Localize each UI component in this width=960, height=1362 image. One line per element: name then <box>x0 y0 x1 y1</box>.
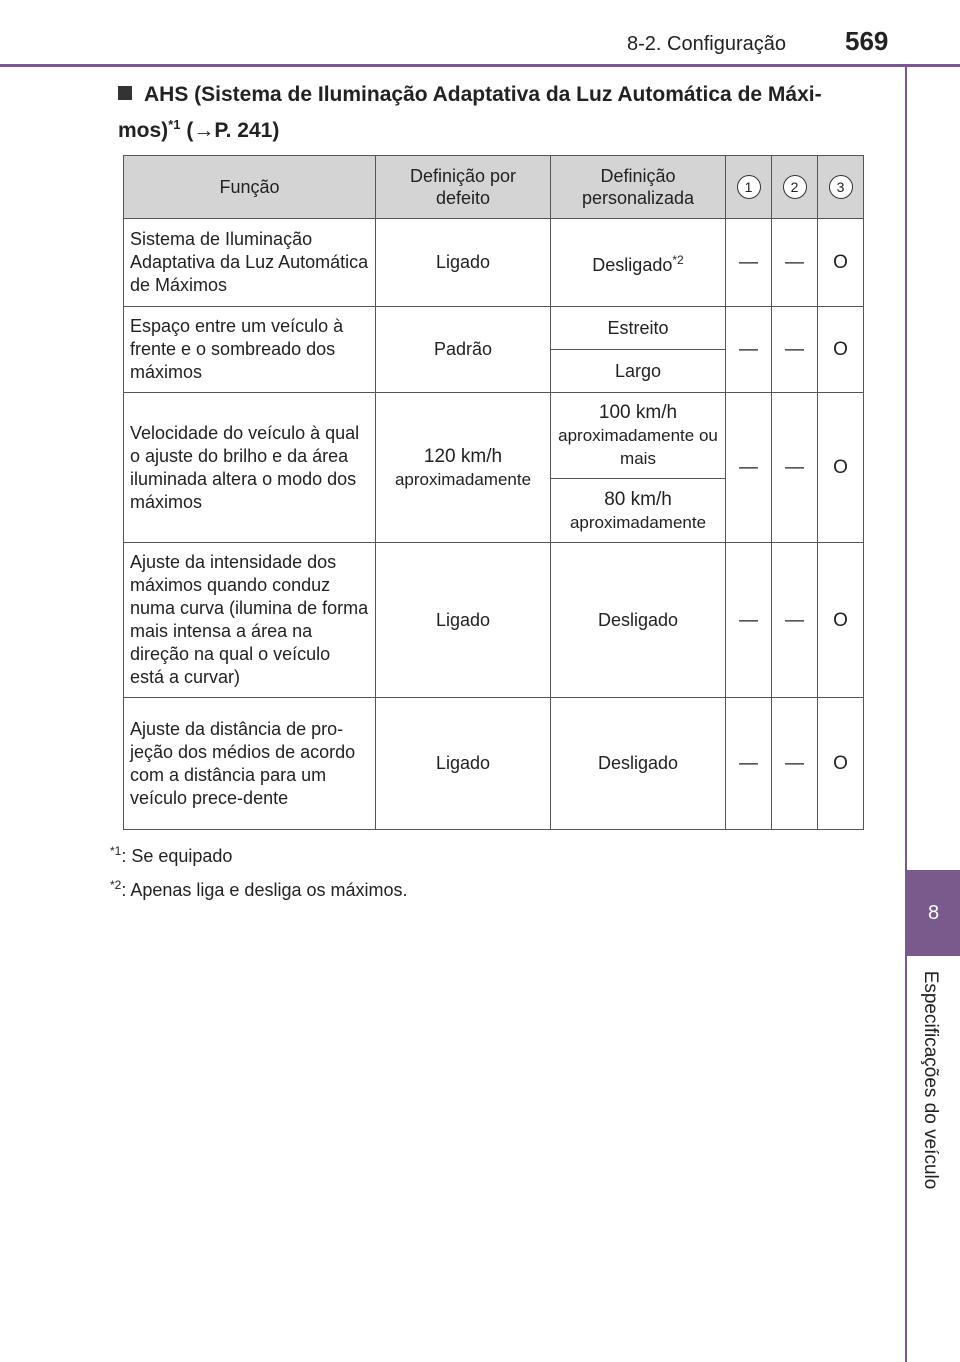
row-c2: — <box>772 307 818 393</box>
table-row <box>124 543 864 698</box>
row-default-value: 120 km/h <box>423 445 503 467</box>
header-col1 <box>726 156 772 219</box>
row-default: Ligado <box>376 219 551 307</box>
chapter-title: Especificações do veículo <box>920 970 941 1190</box>
header-divider <box>0 64 960 67</box>
row-c3: O <box>818 698 864 830</box>
row-c3: O <box>818 307 864 393</box>
row-custom-a-qualifier: aproximadamente ou mais <box>558 426 718 468</box>
page-reference-link[interactable]: (→P. 241) <box>186 119 280 142</box>
row-default: Ligado <box>376 543 551 698</box>
footnote-text: : Apenas liga e desliga os máximos. <box>121 880 408 900</box>
row-c1: — <box>726 393 772 543</box>
row-custom: Desligado <box>551 698 726 830</box>
circled-1-icon: 1 <box>737 175 761 199</box>
row-custom-a-value: 100 km/h <box>598 402 678 423</box>
row-custom <box>551 219 726 307</box>
row-function: Velocidade do veículo à qual o ajuste do brilho e da área iluminada altera o modo dos máximos <box>124 393 376 543</box>
footnote-text: : Se equipado <box>121 846 233 866</box>
square-bullet-icon <box>118 86 132 100</box>
table-header-row <box>124 156 864 219</box>
page-number: 569 <box>845 26 889 56</box>
footnote <box>110 844 232 867</box>
row-custom-a: Estreito <box>551 307 726 350</box>
row-function: Ajuste da intensidade dos máximos quando conduz numa curva (ilumina de forma mais intensa a área na direção na qual o veículo está a curvar) <box>124 543 376 698</box>
row-function: Sistema de Iluminação Adaptativa da Luz Automática de Máximos <box>124 219 376 307</box>
circled-3-icon: 3 <box>829 175 853 199</box>
row-default: Ligado <box>376 698 551 830</box>
row-c3: O <box>818 393 864 543</box>
row-function: Ajuste da distância de pro-jeção dos médios de acordo com a distância para um veículo prece-dente <box>124 698 376 830</box>
row-custom-a <box>551 393 726 479</box>
table-row <box>124 219 864 307</box>
row-c1: — <box>726 219 772 307</box>
chapter-number: 8 <box>927 901 940 924</box>
header-function: Função <box>124 156 376 219</box>
table-row <box>124 393 864 479</box>
row-function: Espaço entre um veículo à frente e o sombreado dos máximos <box>124 307 376 393</box>
row-default-qualifier: aproximadamente <box>394 469 532 489</box>
row-c3: O <box>818 219 864 307</box>
row-c2: — <box>772 219 818 307</box>
row-c1: — <box>726 543 772 698</box>
circled-2-icon: 2 <box>783 175 807 199</box>
section-title-footnote-mark: *1 <box>168 117 181 132</box>
row-c2: — <box>772 698 818 830</box>
row-c2: — <box>772 393 818 543</box>
row-c2: — <box>772 543 818 698</box>
header-custom: Definição personalizada <box>551 156 726 219</box>
header-default: Definição por defeito <box>376 156 551 219</box>
row-custom-text: Desligado <box>592 254 673 275</box>
row-custom: Desligado <box>551 543 726 698</box>
row-custom-b <box>551 479 726 543</box>
table-row <box>124 307 864 350</box>
row-custom-b-qualifier: aproximadamente <box>569 512 707 532</box>
settings-table <box>123 155 864 830</box>
row-custom-b-value: 80 km/h <box>604 488 672 510</box>
footnote <box>110 878 408 901</box>
row-custom-b: Largo <box>551 350 726 393</box>
header-col3 <box>818 156 864 219</box>
row-default: Padrão <box>376 307 551 393</box>
side-divider <box>905 64 907 1362</box>
section-header: 8-2. Configuração <box>627 33 786 55</box>
row-custom-footnote-mark: *2 <box>672 252 684 267</box>
row-default <box>376 393 551 543</box>
section-title-text: AHS (Sistema de Iluminação Adaptativa da Luz Automática de Máxi-mos) <box>118 83 822 142</box>
table-row <box>124 698 864 830</box>
row-c1: — <box>726 307 772 393</box>
row-c1: — <box>726 698 772 830</box>
chapter-tab <box>907 870 960 956</box>
row-c3: O <box>818 543 864 698</box>
section-title <box>118 80 863 146</box>
footnote-mark: *2 <box>110 878 122 892</box>
header-col2 <box>772 156 818 219</box>
footnote-mark: *1 <box>110 844 122 858</box>
